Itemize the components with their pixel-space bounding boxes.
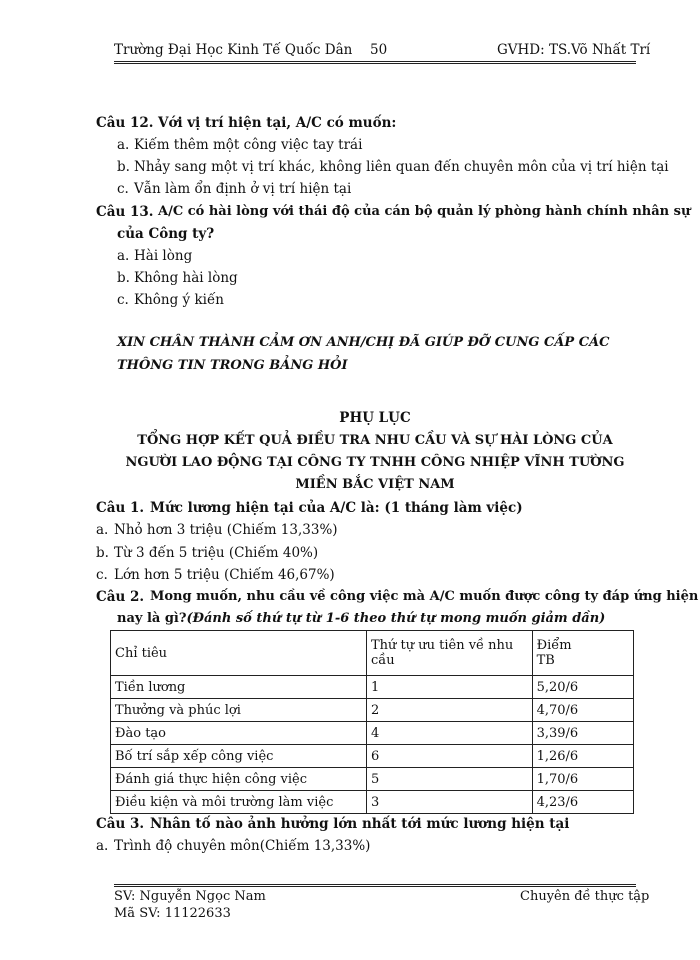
table-header-rank: Thứ tự ưu tiên về nhu cầu [366, 631, 532, 676]
q12-number: Câu 12. [96, 115, 154, 131]
footer-rule [114, 884, 636, 885]
table-header-score-line1: Điểm [536, 638, 572, 653]
footer-rule-2 [114, 886, 636, 887]
table-cell-score: 4,70/6 [532, 699, 633, 722]
table-cell-criterion: Tiền lương [111, 676, 367, 699]
table-row [111, 768, 634, 791]
appendix-title: PHỤ LỤC [339, 410, 411, 426]
a3-number: Câu 3. [96, 816, 145, 832]
table-row [111, 745, 634, 768]
table-cell-rank: 3 [366, 791, 532, 814]
q12-option-b: Nhảy sang một vị trí khác, không liên quan đến chuyên môn của vị trí hiện tại [134, 159, 669, 175]
q13-number: Câu 13. [96, 204, 154, 220]
table-cell-rank: 5 [366, 768, 532, 791]
table-header-score-line2: TB [536, 653, 555, 668]
q13-option-b: Không hài lòng [134, 270, 238, 286]
q13-option-b-letter: b. [117, 270, 130, 286]
table-cell-score: 1,70/6 [532, 768, 633, 791]
q13-text-line2: của Công ty? [117, 226, 215, 242]
a2-text-line2-bold: nay là gì? [117, 611, 187, 626]
a2-text-line1: Mong muốn, nhu cầu về công việc mà A/C muốn được công ty đáp ứng hiện [150, 589, 699, 604]
q13-text-line1: A/C có hài lòng với thái độ của cán bộ quản lý phòng hành chính nhân sự [158, 204, 691, 219]
table-cell-rank: 4 [366, 722, 532, 745]
header-rule-2 [114, 63, 636, 64]
a2-number: Câu 2. [96, 589, 145, 605]
a1-text: Mức lương hiện tại của A/C là: (1 tháng làm việc) [150, 500, 523, 516]
appendix-subtitle-3: MIỀN BẮC VIỆT NAM [295, 477, 455, 492]
q12-option-a-letter: a. [117, 137, 130, 153]
thanks-line2: THÔNG TIN TRONG BẢNG HỎI [117, 358, 348, 373]
appendix-subtitle-1: TỔNG HỢP KẾT QUẢ ĐIỀU TRA NHU CẦU VÀ SỰ HÀI LÒNG CỦA [137, 433, 613, 448]
a2-text-line2 [117, 611, 605, 626]
q12-option-a: Kiếm thêm một công việc tay trái [134, 137, 363, 153]
thanks-line1: XIN CHÂN THÀNH CẢM ƠN ANH/CHỊ ĐÃ GIÚP ĐỠ CUNG CẤP CÁC [117, 335, 610, 350]
table-header-criterion: Chỉ tiêu [111, 631, 367, 676]
header-supervisor: GVHD: TS.Võ Nhất Trí [497, 42, 651, 58]
table-header-score [532, 631, 633, 676]
q12-text: Với vị trí hiện tại, A/C có muốn: [158, 115, 397, 131]
table-cell-criterion: Điều kiện và môi trường làm việc [111, 791, 367, 814]
appendix-subtitle-2: NGƯỜI LAO ĐỘNG TẠI CÔNG TY TNHH CÔNG NHIỆP VĨNH TƯỜNG [125, 455, 625, 470]
q13-option-a-letter: a. [117, 248, 130, 264]
a1-option-a-letter: a. [96, 522, 109, 538]
q13-option-a: Hài lòng [134, 248, 193, 264]
header-school: Trường Đại Học Kinh Tế Quốc Dân [114, 42, 353, 58]
a2-text-line2-italic: (Đánh số thứ tự từ 1-6 theo thứ tự mong muốn giảm dần) [186, 611, 606, 626]
table-row [111, 676, 634, 699]
table-cell-criterion: Đào tạo [111, 722, 367, 745]
table-cell-rank: 2 [366, 699, 532, 722]
footer-student-id: Mã SV: 11122633 [114, 906, 231, 921]
table-header-row [111, 631, 634, 676]
table-cell-criterion: Bố trí sắp xếp công việc [111, 745, 367, 768]
q12-option-c-letter: c. [117, 181, 129, 197]
table-row [111, 791, 634, 814]
q12-option-b-letter: b. [117, 159, 130, 175]
a1-number: Câu 1. [96, 500, 145, 516]
table-cell-rank: 1 [366, 676, 532, 699]
footer-report-type: Chuyên đề thực tập [520, 889, 650, 904]
q12-option-c: Vẫn làm ổn định ở vị trí hiện tại [134, 181, 352, 197]
table-row [111, 699, 634, 722]
table-cell-rank: 6 [366, 745, 532, 768]
table-cell-score: 5,20/6 [532, 676, 633, 699]
table-cell-criterion: Đánh giá thực hiện công việc [111, 768, 367, 791]
header-rule [114, 61, 636, 62]
footer-student: SV: Nguyễn Ngọc Nam [114, 889, 266, 904]
a3-option-a: Trình độ chuyên môn(Chiếm 13,33%) [114, 838, 371, 854]
table-cell-score: 4,23/6 [532, 791, 633, 814]
a3-text: Nhân tố nào ảnh hưởng lớn nhất tới mức lương hiện tại [150, 816, 570, 832]
a1-option-c-letter: c. [96, 567, 108, 583]
a1-option-c: Lớn hơn 5 triệu (Chiếm 46,67%) [114, 567, 335, 583]
page-number: 50 [370, 42, 388, 58]
table-cell-score: 3,39/6 [532, 722, 633, 745]
table-row [111, 722, 634, 745]
q13-option-c: Không ý kiến [134, 292, 224, 308]
table-cell-criterion: Thưởng và phúc lợi [111, 699, 367, 722]
q13-option-c-letter: c. [117, 292, 129, 308]
a1-option-b: Từ 3 đến 5 triệu (Chiếm 40%) [114, 545, 319, 561]
a1-option-a: Nhỏ hơn 3 triệu (Chiếm 13,33%) [114, 522, 338, 538]
table-cell-score: 1,26/6 [532, 745, 633, 768]
a1-option-b-letter: b. [96, 545, 109, 561]
a3-option-a-letter: a. [96, 838, 109, 854]
results-table [110, 630, 634, 814]
